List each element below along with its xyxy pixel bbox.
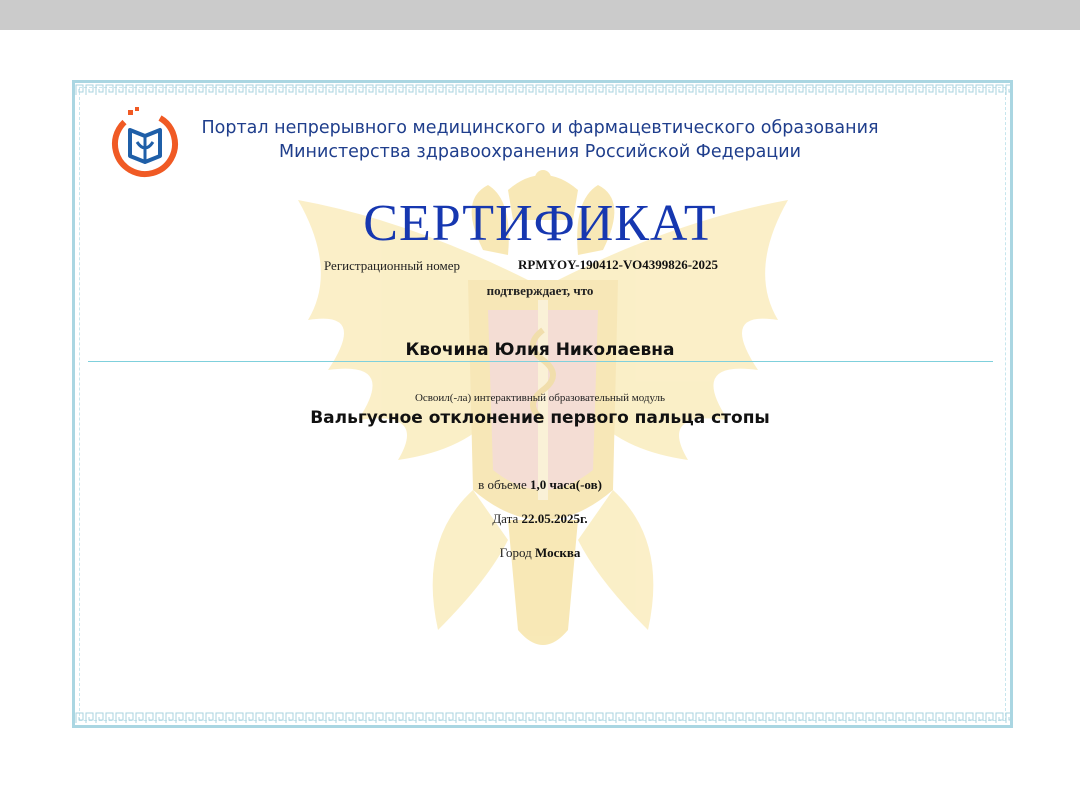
mastered-label: Освоил(-ла) интерактивный образовательный модуль <box>414 392 666 404</box>
certificate-title: СЕРТИФИКАТ <box>363 195 717 252</box>
city-value: Москва <box>534 545 581 560</box>
volume-value: 1,0 часа(-ов) <box>529 477 602 492</box>
course-title: Вальгусное отклонение первого пальца стопы <box>310 408 770 428</box>
header-line-2: Министерства здравоохранения Российской Федерации <box>279 142 801 162</box>
city-label: Город <box>499 545 535 560</box>
certificate-frame <box>72 80 1013 728</box>
registration-number: RPMYOY-190412-VO4399826-2025 <box>518 257 719 272</box>
date-row <box>0 511 1080 527</box>
confirms-text: подтверждает, что <box>486 283 594 298</box>
header-line-1: Портал непрерывного медицинского и фармацевтического образования <box>201 118 879 138</box>
date-value: 22.05.2025г. <box>521 511 588 526</box>
date-label: Дата <box>492 511 522 526</box>
divider-line <box>88 361 993 362</box>
recipient-name: Квочина Юлия Николаевна <box>405 340 675 360</box>
portal-logo-icon <box>108 106 182 178</box>
registration-label: Регистрационный номер <box>324 258 460 273</box>
greek-key-bottom <box>75 711 1010 725</box>
portal-header <box>200 116 880 164</box>
viewer-top-bar <box>0 0 1080 30</box>
frame-inner-line <box>79 87 1006 721</box>
greek-key-top <box>75 83 1010 97</box>
volume-row <box>0 477 1080 493</box>
city-row <box>0 545 1080 561</box>
volume-label: в объеме <box>478 477 530 492</box>
